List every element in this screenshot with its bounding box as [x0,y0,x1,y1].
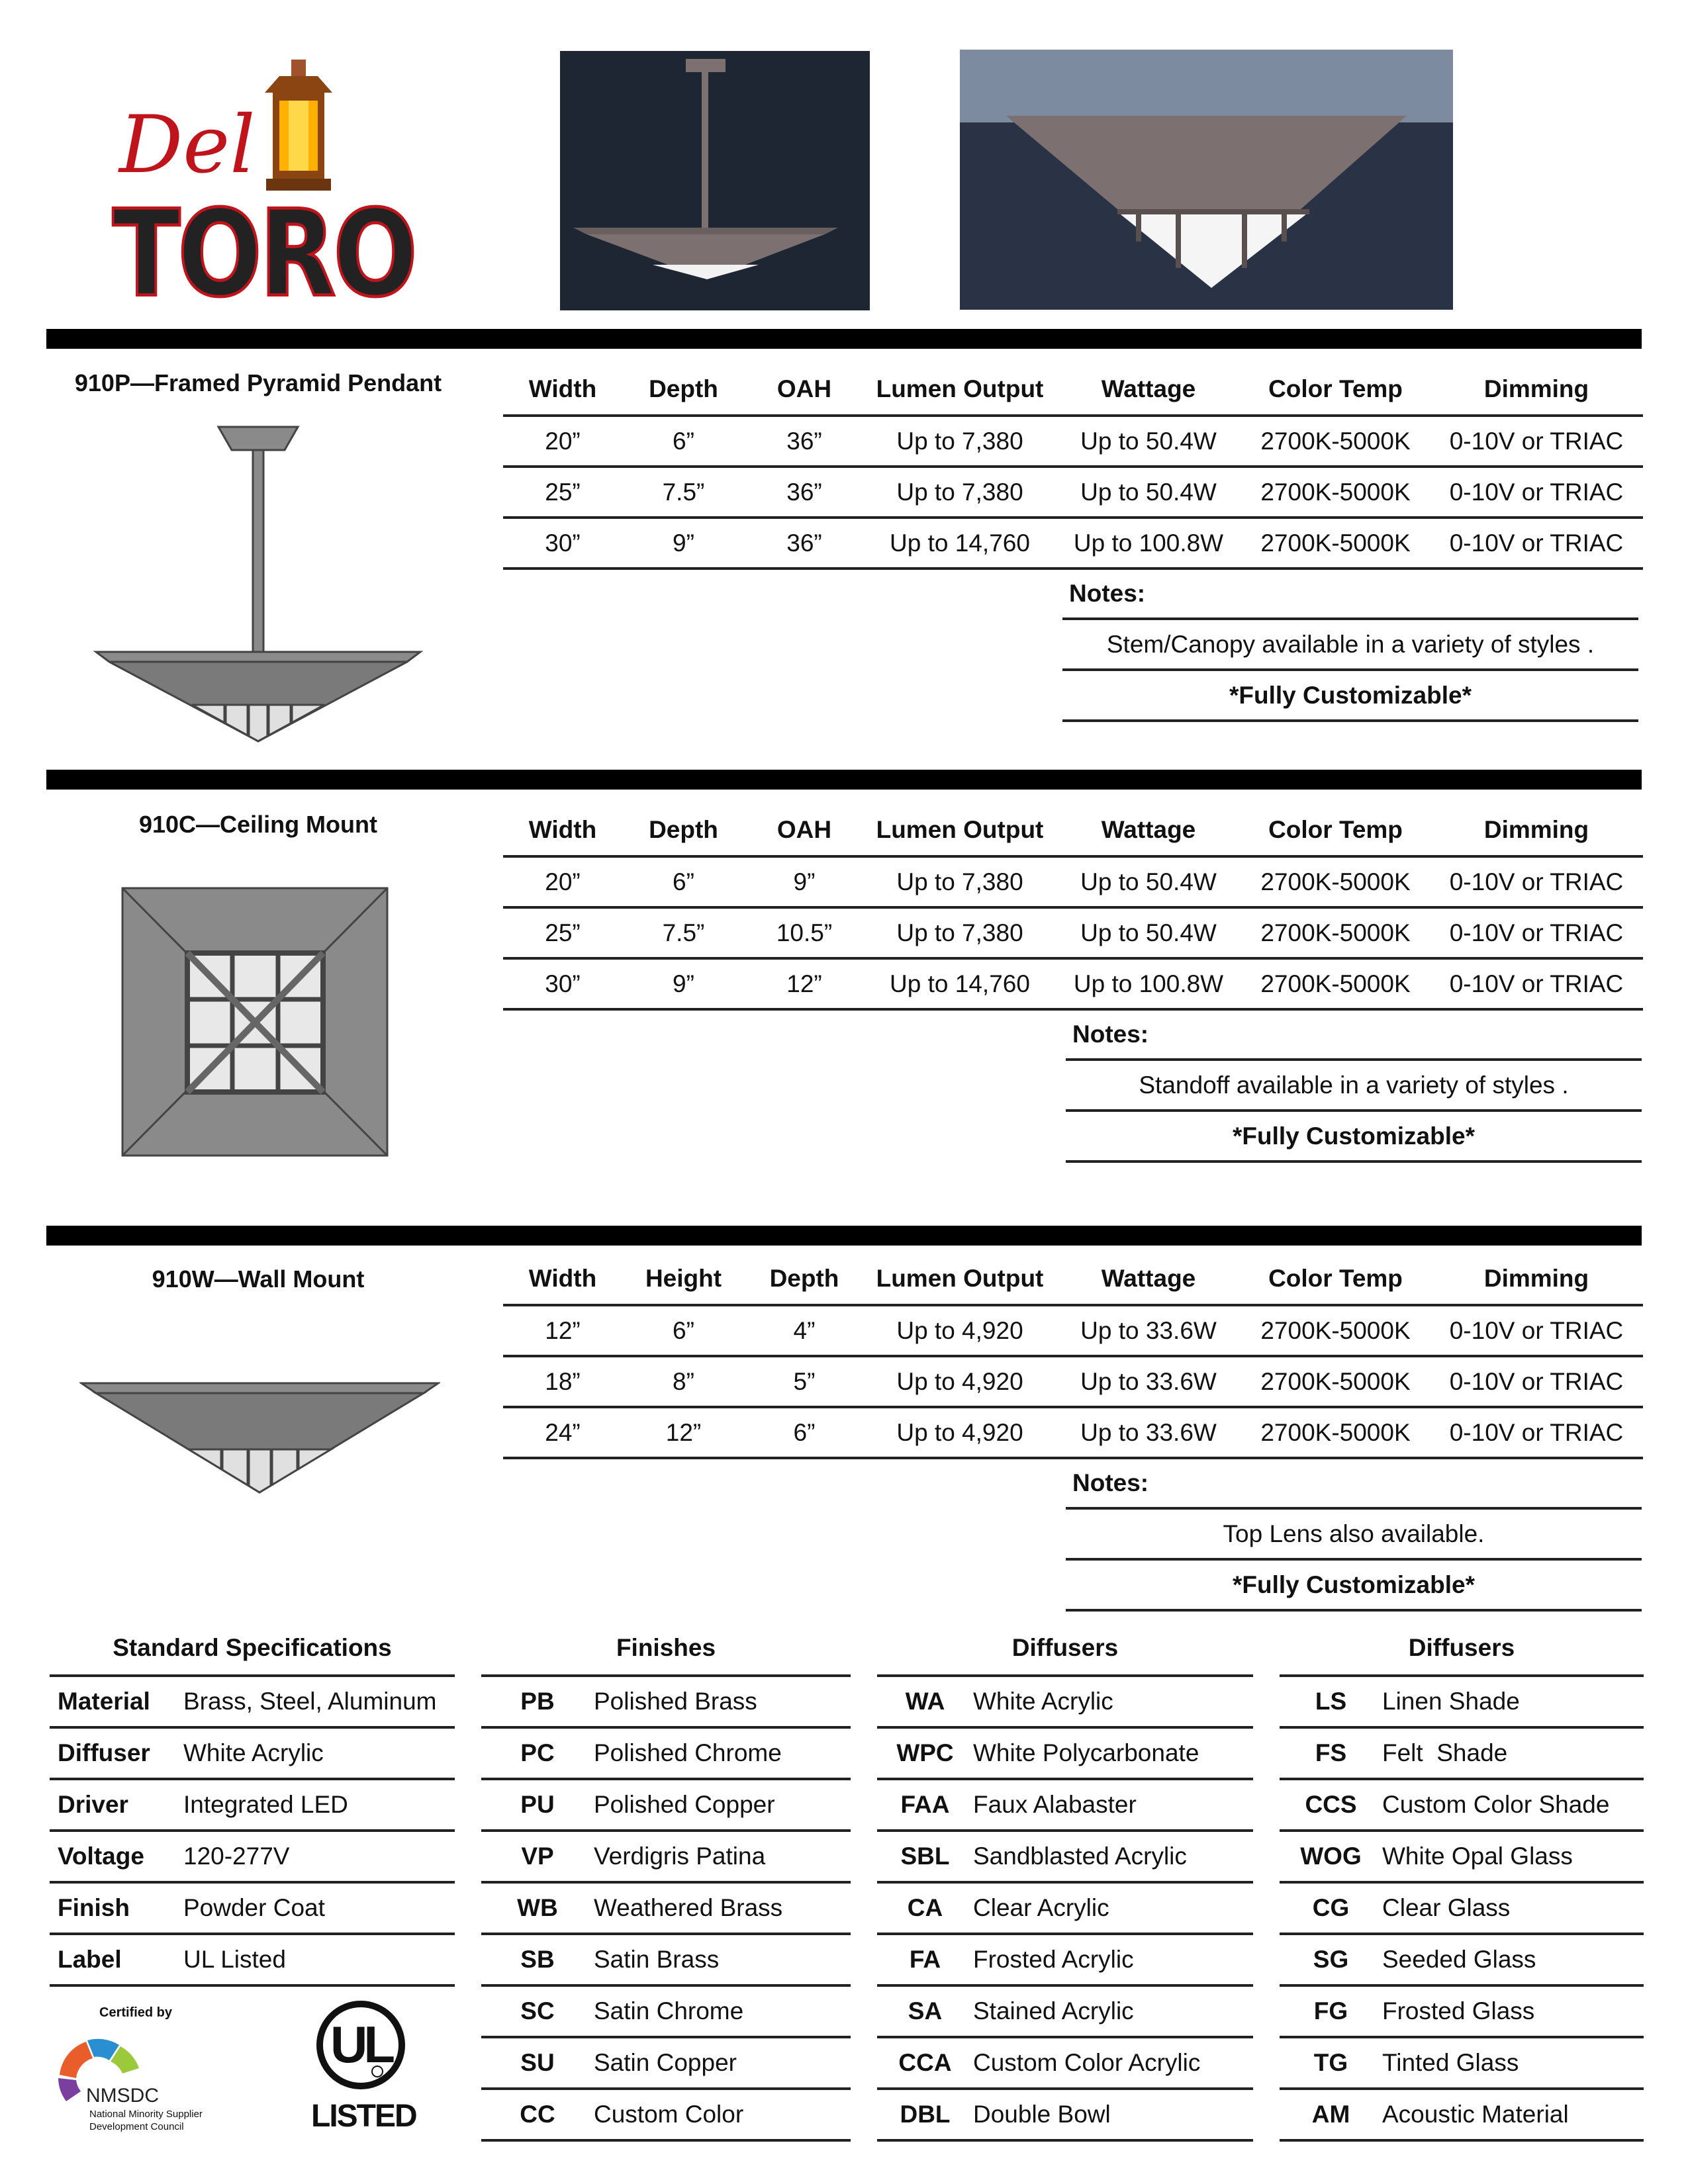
table-title: Diffusers [877,1621,1253,1677]
diffuser-name: Seeded Glass [1382,1946,1536,1973]
table-header-row [503,805,1643,856]
finish-name: Custom Color [594,2101,744,2128]
cell: Up to 50.4W [1056,856,1241,907]
diffuser-code: FAA [900,1791,950,1818]
cell: 0-10V or TRIAC [1430,416,1643,467]
spec-key: Material [58,1688,150,1715]
cell: Up to 33.6W [1056,1356,1241,1407]
brand-script: Del [119,99,256,191]
cell: 0-10V or TRIAC [1430,958,1643,1009]
cell: 9” [745,856,864,907]
cell: Up to 50.4W [1056,907,1241,958]
diffuser-code: WA [905,1688,945,1715]
cell: Up to 7,380 [864,856,1056,907]
col-header: Width [503,364,622,416]
diffuser-name: Custom Color Acrylic [973,2049,1201,2076]
table-title: Standard Specifications [50,1621,455,1677]
col-header: Lumen Output [864,1253,1056,1305]
standard-specs-table [50,1621,455,1987]
finish-code: PU [520,1791,555,1818]
cell: Up to 7,380 [864,416,1056,467]
table-row [503,518,1643,569]
diffuser-code: CCA [898,2049,952,2076]
ul-mark: UL [330,2015,391,2073]
finish-code: WB [517,1894,558,1921]
finish-name: Weathered Brass [594,1894,783,1921]
cell: 9” [622,958,745,1009]
diffuser-code: FS [1315,1739,1347,1766]
cell: 25” [503,907,622,958]
note-text: Standoff available in a variety of styles . [1066,1061,1642,1112]
table-row [1280,1884,1644,1935]
table-row [481,1935,851,1987]
spec-key: Finish [58,1894,130,1921]
cell: Up to 4,920 [864,1407,1056,1458]
wall-drawing [79,1380,440,1499]
table-row [1280,1780,1644,1832]
spec-table-pendant [503,364,1643,570]
customizable-text: *Fully Customizable* [1062,671,1638,722]
diffuser-name: Clear Glass [1382,1894,1511,1921]
cell: 0-10V or TRIAC [1430,1305,1643,1356]
table-row [877,1884,1253,1935]
diffuser-code: SG [1313,1946,1349,1973]
table-row [1280,2090,1644,2142]
cell: 2700K-5000K [1241,958,1430,1009]
col-header: Depth [745,1253,864,1305]
cell: 0-10V or TRIAC [1430,467,1643,518]
diffuser-name: Clear Acrylic [973,1894,1109,1921]
cell: Up to 4,920 [864,1305,1056,1356]
nmsdc-name: NMSDC [86,2085,159,2107]
table-row [877,1832,1253,1884]
cell: 2700K-5000K [1241,1305,1430,1356]
cell: 2700K-5000K [1241,518,1430,569]
ul-listed-text: LISTED [311,2099,416,2134]
section-divider [46,329,1642,349]
diffuser-code: SA [908,1997,943,2025]
cell: 12” [503,1305,622,1356]
cell: 5” [745,1356,864,1407]
table-row [481,2038,851,2090]
diffuser-name: Stained Acrylic [973,1997,1134,2025]
col-header: OAH [745,364,864,416]
spec-value: Powder Coat [183,1894,325,1921]
cell: Up to 50.4W [1056,416,1241,467]
col-header: Dimming [1430,1253,1643,1305]
diffuser-code: WOG [1300,1843,1362,1870]
diffuser-name: White Acrylic [973,1688,1113,1715]
diffuser-code: CG [1312,1894,1350,1921]
section-divider [46,1226,1642,1246]
spec-value: Integrated LED [183,1791,348,1818]
diffuser-name: White Opal Glass [1382,1843,1573,1870]
cell: 0-10V or TRIAC [1430,907,1643,958]
diffusers-table-2 [1280,1621,1644,2142]
col-header: Width [503,805,622,856]
cell: 7.5” [622,907,745,958]
cell: Up to 100.8W [1056,958,1241,1009]
table-row [1280,1677,1644,1729]
nmsdc-line1: National Minority Supplier [89,2109,203,2120]
table-row [481,1677,851,1729]
finish-code: SB [520,1946,555,1973]
diffuser-name: Faux Alabaster [973,1791,1137,1818]
diffusers-table-1 [877,1621,1253,2142]
diffuser-name: Acoustic Material [1382,2101,1569,2128]
product-title: 910P—Framed Pyramid Pendant [74,369,442,396]
col-header: OAH [745,805,864,856]
cell: 6” [745,1407,864,1458]
customizable-text: *Fully Customizable* [1066,1112,1642,1163]
cell: Up to 33.6W [1056,1305,1241,1356]
diffuser-name: Tinted Glass [1382,2049,1519,2076]
col-header: Color Temp [1241,1253,1430,1305]
spec-value: Brass, Steel, Aluminum [183,1688,437,1715]
cell: 0-10V or TRIAC [1430,1407,1643,1458]
cell: 20” [503,856,622,907]
notes-label: Notes: [1062,569,1638,620]
diffuser-code: LS [1315,1688,1347,1715]
finish-code: PB [520,1688,555,1715]
cell: 2700K-5000K [1241,856,1430,907]
table-row [503,1356,1643,1407]
col-header: Color Temp [1241,805,1430,856]
table-row [1280,1935,1644,1987]
finish-name: Satin Copper [594,2049,737,2076]
table-row [1280,1729,1644,1780]
diffuser-name: Felt Shade [1382,1739,1508,1766]
table-row [481,1987,851,2038]
cell: Up to 14,760 [864,518,1056,569]
brand-block: TORO [113,185,415,324]
table-row [481,1729,851,1780]
notes-label: Notes: [1066,1010,1642,1061]
spec-key: Diffuser [58,1739,150,1766]
cell: 30” [503,518,622,569]
cell: 9” [622,518,745,569]
finish-name: Verdigris Patina [594,1843,766,1870]
cell: Up to 4,920 [864,1356,1056,1407]
cell: Up to 33.6W [1056,1407,1241,1458]
finish-code: SU [520,2049,555,2076]
pendant-photo [560,51,870,310]
table-row [877,1987,1253,2038]
finishes-table [481,1621,851,2142]
table-row [50,1677,455,1729]
diffuser-code: AM [1311,2101,1350,2128]
cell: 25” [503,467,622,518]
diffuser-code: CCS [1305,1791,1357,1818]
diffuser-name: Linen Shade [1382,1688,1520,1715]
cell: 6” [622,416,745,467]
col-header: Height [622,1253,745,1305]
cell: 10.5” [745,907,864,958]
diffuser-name: Double Bowl [973,2101,1111,2128]
cell: 2700K-5000K [1241,416,1430,467]
diffuser-code: FA [909,1946,941,1973]
col-header: Width [503,1253,622,1305]
table-row [1280,1832,1644,1884]
table-title: Diffusers [1280,1621,1644,1677]
nmsdc-certified: Certified by [99,2005,173,2020]
nmsdc-line2: Development Council [89,2121,184,2132]
cell: 30” [503,958,622,1009]
cell: 2700K-5000K [1241,467,1430,518]
cell: 2700K-5000K [1241,1407,1430,1458]
cell: 4” [745,1305,864,1356]
table-row [503,467,1643,518]
spec-table-wall [503,1253,1643,1459]
finish-name: Satin Brass [594,1946,720,1973]
table-row [481,1832,851,1884]
notes-block [1066,1459,1642,1612]
cell: 2700K-5000K [1241,907,1430,958]
table-row [877,2038,1253,2090]
diffuser-code: WPC [896,1739,954,1766]
table-row [877,1935,1253,1987]
col-header: Lumen Output [864,805,1056,856]
diffuser-code: CA [907,1894,943,1921]
table-row [503,958,1643,1009]
spec-value: UL Listed [183,1946,286,1973]
product-title: 910C—Ceiling Mount [138,811,378,838]
table-row [503,907,1643,958]
diffuser-code: SBL [900,1843,950,1870]
finish-code: CC [520,2101,555,2128]
cell: 0-10V or TRIAC [1430,1356,1643,1407]
ceiling-photo [960,50,1453,310]
table-row [50,1780,455,1832]
table-row [503,1305,1643,1356]
col-header: Dimming [1430,364,1643,416]
table-row [877,1677,1253,1729]
table-header-row [503,1253,1643,1305]
cell: 12” [745,958,864,1009]
table-row [503,416,1643,467]
finish-code: VP [521,1843,554,1870]
cell: 36” [745,518,864,569]
col-header: Wattage [1056,1253,1241,1305]
spec-value: White Acrylic [183,1739,324,1766]
cell: Up to 100.8W [1056,518,1241,569]
cell: 24” [503,1407,622,1458]
notes-label: Notes: [1066,1459,1642,1510]
diffuser-name: Frosted Acrylic [973,1946,1134,1973]
cell: 36” [745,416,864,467]
customizable-text: *Fully Customizable* [1066,1561,1642,1612]
cell: 2700K-5000K [1241,1356,1430,1407]
notes-block [1066,1010,1642,1163]
table-header-row [503,364,1643,416]
cell: Up to 14,760 [864,958,1056,1009]
spec-key: Driver [58,1791,128,1818]
col-header: Color Temp [1241,364,1430,416]
finish-code: SC [520,1997,555,2025]
ceiling-drawing [121,887,389,1158]
spec-key: Voltage [58,1843,144,1870]
cell: Up to 50.4W [1056,467,1241,518]
table-row [1280,2038,1644,2090]
col-header: Depth [622,805,745,856]
table-row [503,1407,1643,1458]
cell: 0-10V or TRIAC [1430,856,1643,907]
pendant-drawing [93,424,424,754]
table-row [50,1729,455,1780]
col-header: Wattage [1056,364,1241,416]
diffuser-code: FG [1313,1997,1348,2025]
table-row [1280,1987,1644,2038]
col-header: Wattage [1056,805,1241,856]
nmsdc-logo [46,2005,245,2138]
note-text: Stem/Canopy available in a variety of styles . [1062,620,1638,671]
table-row [50,1935,455,1987]
cell: 36” [745,467,864,518]
table-title: Finishes [481,1621,851,1677]
table-row [481,2090,851,2142]
table-row [877,1729,1253,1780]
notes-block [1062,569,1638,722]
table-row [503,856,1643,907]
brand-logo [99,53,415,324]
note-text: Top Lens also available. [1066,1510,1642,1561]
table-row [877,1780,1253,1832]
cell: Up to 7,380 [864,467,1056,518]
diffuser-name: Sandblasted Acrylic [973,1843,1187,1870]
spec-key: Label [58,1946,122,1973]
cell: 18” [503,1356,622,1407]
cell: 20” [503,416,622,467]
finish-code: PC [520,1739,555,1766]
cell: 6” [622,856,745,907]
table-row [50,1884,455,1935]
col-header: Depth [622,364,745,416]
cell: 8” [622,1356,745,1407]
product-title: 910W—Wall Mount [152,1265,365,1293]
diffuser-code: TG [1313,2049,1348,2076]
cell: Up to 7,380 [864,907,1056,958]
table-row [50,1832,455,1884]
spec-table-ceiling [503,805,1643,1011]
diffuser-name: Custom Color Shade [1382,1791,1610,1818]
diffuser-name: Frosted Glass [1382,1997,1535,2025]
finish-name: Satin Chrome [594,1997,744,2025]
diffuser-code: DBL [900,2101,951,2128]
col-header: Lumen Output [864,364,1056,416]
diffuser-name: White Polycarbonate [973,1739,1199,1766]
section-divider [46,770,1642,790]
cell: 12” [622,1407,745,1458]
col-header: Dimming [1430,805,1643,856]
finish-name: Polished Brass [594,1688,757,1715]
spec-value: 120-277V [183,1843,290,1870]
cell: 6” [622,1305,745,1356]
table-row [481,1780,851,1832]
finish-name: Polished Chrome [594,1739,782,1766]
cell: 7.5” [622,467,745,518]
finish-name: Polished Copper [594,1791,775,1818]
table-row [877,2090,1253,2142]
table-row [481,1884,851,1935]
cell: 0-10V or TRIAC [1430,518,1643,569]
ul-listed-logo [311,1999,416,2138]
